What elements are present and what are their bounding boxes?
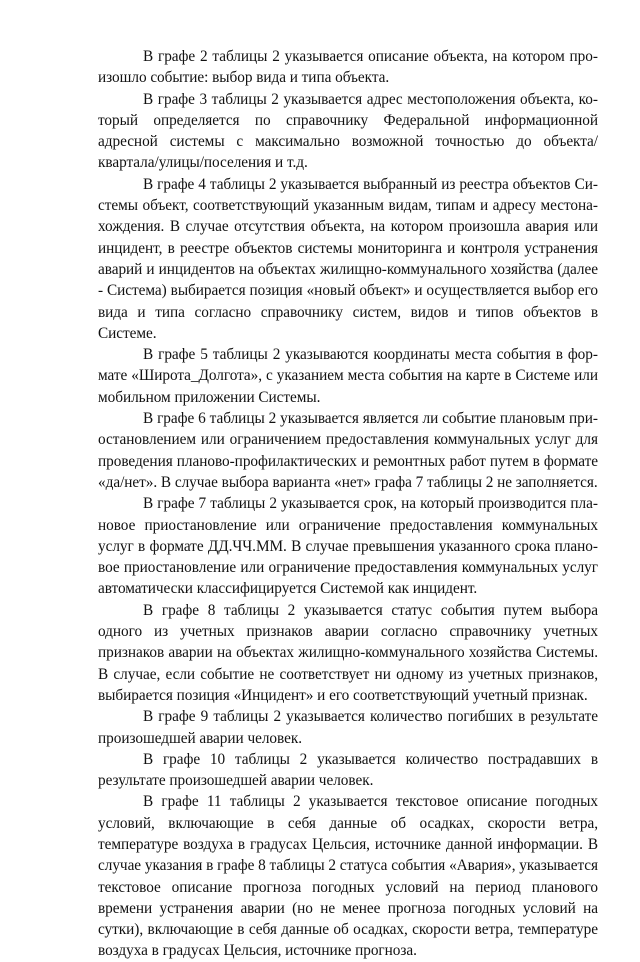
paragraph-graph-8: В графе 8 таблицы 2 указывается статус события путем выбора одного из учетных признаков аварии согласно справочнику учетных признаков аварии на объектах жилищно-коммунального хозяйства Системы. В случае, если событие не соответствует ни одному из учетных признаков, выбирается позиция «Инцидент» и его соответствующий учетный признак. <box>98 601 598 704</box>
paragraph-graph-4: В графе 4 таблицы 2 указывается выбранный из реестра объектов Системы объект, соответствующий указанным видам, типам и адресу местонахождения. В случае отсутствия объекта, на котором произошла авария или инцидент, в реестре объектов системы мониторинга и контроля устранения аварий и инцидентов на объектах жилищно-коммунального хозяйства (далее - Система) выбирается позиция «новый объект» и осуществляется выбор его вида и типа согласно справочнику систем, видов и типов объектов в Системе. <box>98 175 598 342</box>
paragraph-graph-11: В графе 11 таблицы 2 указывается текстовое описание погодных условий, включающие в себя данные об осадках, скорости ветра, температуре воздуха в градусах Цельсия, источнике данной информации. В случае указания в графе 8 таблицы 2 статуса события «Авария», указывается текстовое описание прогноза погодных условий на период планового времени устранения аварии (но не менее прогноза погодных условий на сутки), включающие в себя данные об осадках, скорости ветра, температуре воздуха в градусах Цельсия, источнике прогноза. <box>98 793 598 960</box>
paragraph-graph-2: В графе 2 таблицы 2 указывается описание объекта, на котором произошло событие: выбор вида и типа объекта. <box>98 48 598 87</box>
paragraph-graph-6: В графе 6 таблицы 2 указывается является ли событие плановым приостановлением или ограничением предоставления коммунальных услуг для проведения планово-профилактических и ремонтных работ путем в формате «да/нет». В случае выбора варианта «нет» графа 7 таблицы 2 не заполняется. <box>98 410 598 491</box>
paragraph-graph-5: В графе 5 таблицы 2 указываются координаты места события в формате «Широта_Долгота», с указанием места события на карте в Системе или мобильном приложении Системы. <box>98 346 598 406</box>
paragraph-graph-3: В графе 3 таблицы 2 указывается адрес местоположения объекта, который определяется по справочнику Федеральной информационной адресной системы с максимально возможной точностью до объекта/квартала/улицы/поселения и т.д. <box>98 90 598 172</box>
document-body <box>98 46 598 962</box>
paragraph-graph-7: В графе 7 таблицы 2 указывается срок, на который производится плановое приостановление или ограничение предоставления коммунальных услуг в формате ДД.ЧЧ.ММ. В случае превышения указанного срока плановое приостановление или ограничение предоставления коммунальных услуг автоматически классифицируется Системой как инцидент. <box>98 495 598 598</box>
paragraph-graph-10: В графе 10 таблицы 2 указывается количество пострадавших в результате произошедшей аварии человек. <box>98 750 598 790</box>
paragraph-graph-9: В графе 9 таблицы 2 указывается количество погибших в результате произошедшей аварии человек. <box>98 708 598 747</box>
